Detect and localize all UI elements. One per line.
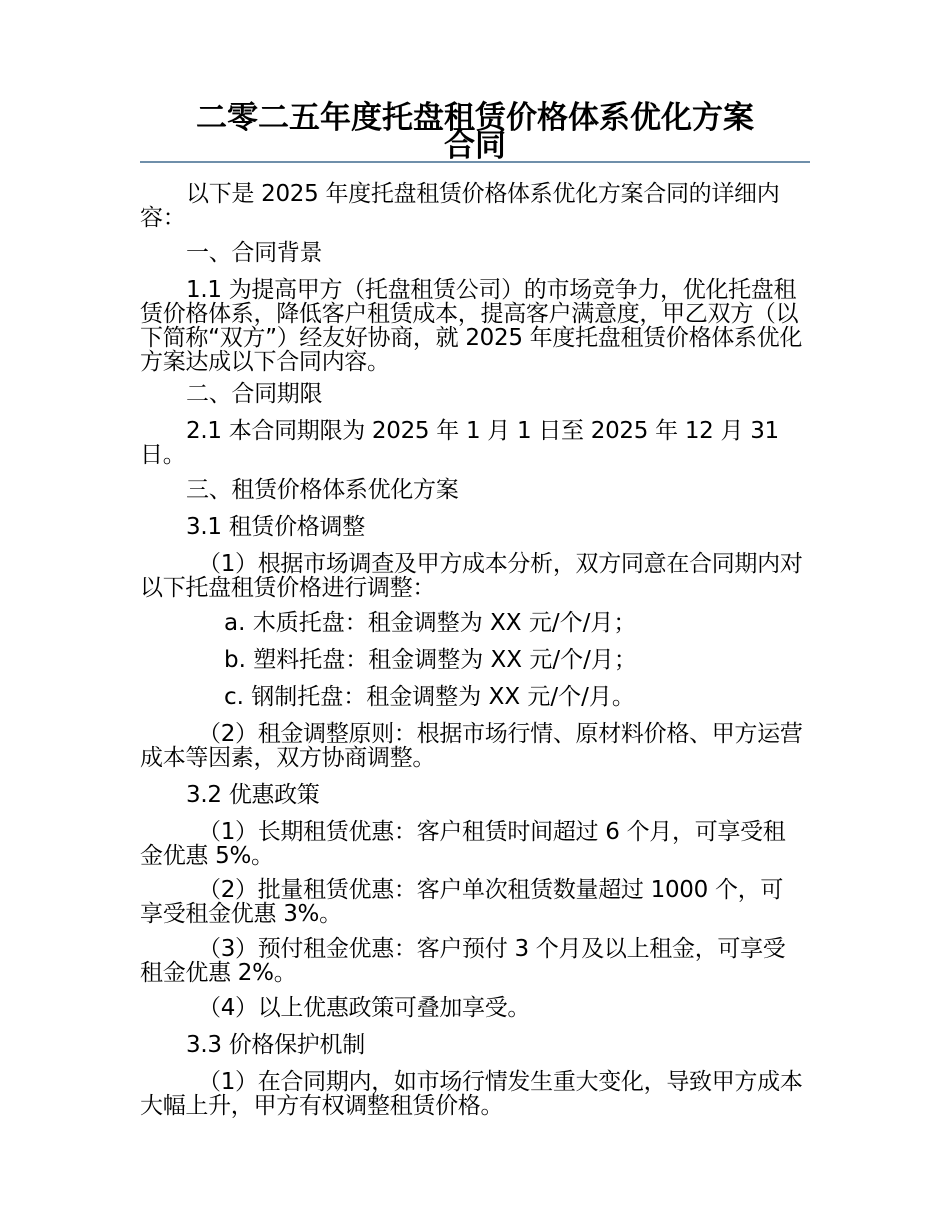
section-3-heading: 三、租赁价格体系优化方案 <box>186 477 459 503</box>
clause-3-2-item-2: （2）批量租赁优惠：客户单次租赁数量超过 1000 个，可享受租金优惠 3%。 <box>140 877 784 927</box>
title-underline <box>140 161 810 163</box>
clause-3-2-item-1: （1）长期租赁优惠：客户租赁时间超过 6 个月，可享受租金优惠 5%。 <box>140 819 786 869</box>
clause-3-3-heading: 3.3 价格保护机制 <box>186 1032 365 1058</box>
pallet-price-steel: c. 钢制托盘：租金调整为 XX 元/个/月。 <box>224 684 635 710</box>
clause-1-1: 1.1 为提高甲方（托盘租赁公司）的市场竞争力，优化托盘租赁价格体系，降低客户租赁成本，提高客户满意度，甲乙双方（以下简称“双方”）经友好协商，就 2025 年度托盘租赁价格体系优化方案达成以下合同内容。 <box>140 277 803 375</box>
pallet-price-wood: a. 木质托盘：租金调整为 XX 元/个/月； <box>224 610 637 636</box>
pallet-price-plastic: b. 塑料托盘：租金调整为 XX 元/个/月； <box>224 647 637 673</box>
intro-paragraph: 以下是 2025 年度托盘租赁价格体系优化方案合同的详细内容： <box>140 181 780 231</box>
clause-3-3-item-1: （1）在合同期内，如市场行情发生重大变化，导致甲方成本大幅上升，甲方有权调整租赁价格。 <box>140 1069 803 1119</box>
clause-3-2-item-4: （4）以上优惠政策可叠加享受。 <box>198 995 531 1021</box>
clause-3-2-heading: 3.2 优惠政策 <box>186 782 320 808</box>
section-1-heading: 一、合同背景 <box>186 240 323 266</box>
clause-3-1-item-1: （1）根据市场调查及甲方成本分析，双方同意在合同期内对以下托盘租赁价格进行调整： <box>140 551 803 601</box>
clause-2-1: 2.1 本合同期限为 2025 年 1 月 1 日至 2025 年 12 月 31 日。 <box>140 418 779 468</box>
section-2-heading: 二、合同期限 <box>186 381 323 407</box>
clause-3-2-item-3: （3）预付租金优惠：客户预付 3 个月及以上租金，可享受租金优惠 2%。 <box>140 936 786 986</box>
clause-3-1-item-2: （2）租金调整原则：根据市场行情、原材料价格、甲方运营成本等因素，双方协商调整。 <box>140 721 803 771</box>
document-title: 二零二五年度托盘租赁价格体系优化方案 合同 <box>196 100 754 164</box>
clause-3-1-heading: 3.1 租赁价格调整 <box>186 514 365 540</box>
